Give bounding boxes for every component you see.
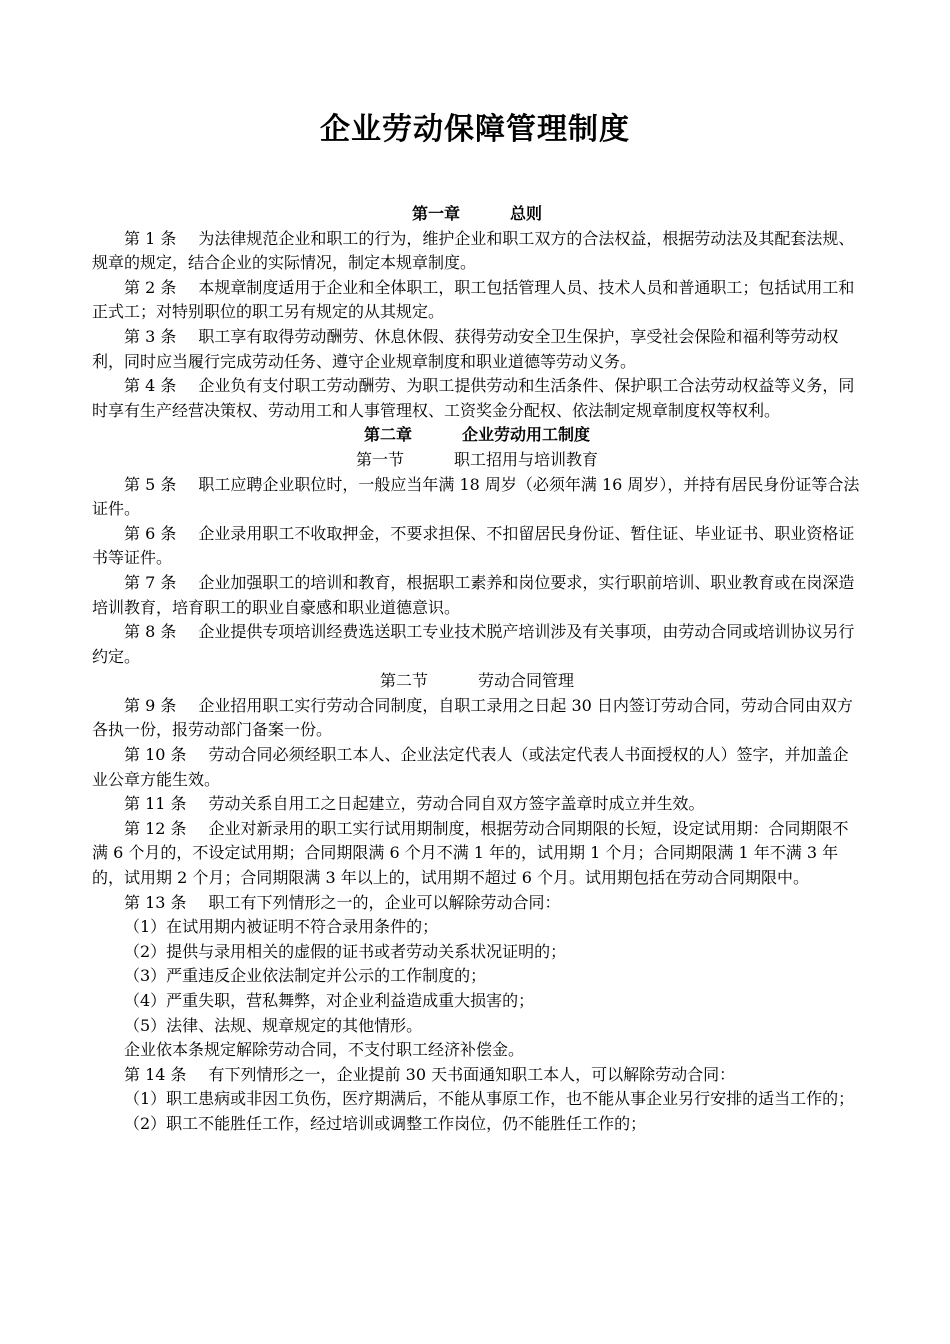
- document-title: 企业劳动保障管理制度: [320, 112, 630, 147]
- list-item: （2）提供与录用相关的虚假的证书或者劳动关系状况证明的；: [124, 941, 567, 961]
- article-1: 第 1 条 为法律规范企业和职工的行为，维护企业和职工双方的合法权益，根据劳动法及其配套法规、规章的规定，结合企业的实际情况，制定本规章制度。: [92, 228, 855, 273]
- section-heading: 第二节 劳动合同管理: [379, 671, 575, 691]
- article-7: 第 7 条 企业加强职工的培训和教育，根据职工素养和岗位要求，实行职前培训、职业教育或在岗深造培训教育，培育职工的职业自豪感和职业道德意识。: [92, 572, 855, 617]
- article-9: 第 9 条 企业招用职工实行劳动合同制度，自职工录用之日起 30 日内签订劳动合同，劳动合同由双方各执一份，报劳动部门备案一份。: [92, 695, 853, 740]
- list-item: （2）职工不能胜任工作，经过培训或调整工作岗位，仍不能胜任工作的；: [124, 1113, 647, 1133]
- list-item: （4）严重失职，营私舞弊，对企业利益造成重大损害的；: [124, 991, 535, 1010]
- list-item: （5）法律、法规、规章规定的其他情形。: [124, 1015, 423, 1035]
- article-11: 第 11 条 劳动关系自用工之日起建立，劳动合同自双方签字盖章时成立并生效。: [124, 794, 705, 814]
- document-body: [92, 202, 862, 1137]
- article-13: 第 13 条 职工有下列情形之一的，企业可以解除劳动合同：: [124, 892, 561, 912]
- article-13-note: 企业依本条规定解除劳动合同，不支付职工经济补偿金。: [124, 1040, 525, 1060]
- chapter-heading: 第二章 企业劳动用工制度: [363, 425, 591, 445]
- article-4: 第 4 条 企业负有支付职工劳动酬劳、为职工提供劳动和生活条件、保护职工合法劳动权益等义务，同时享有生产经营决策权、劳动用工和人事管理权、工资奖金分配权、依法制定规章制度权等权利。: [92, 376, 855, 420]
- article-2: 第 2 条 本规章制度适用于企业和全体职工，职工包括管理人员、技术人员和普通职工；包括试用工和正式工；对特别职位的职工另有规定的从其规定。: [92, 277, 855, 322]
- article-14: 第 14 条 有下列情形之一，企业提前 30 天书面通知职工本人，可以解除劳动合同：: [124, 1064, 736, 1084]
- article-3: 第 3 条 职工享有取得劳动酬劳、休息休假、获得劳动安全卫生保护，享受社会保险和福利等劳动权利，同时应当履行完成劳动任务、遵守企业规章制度和职业道德等劳动义务。: [92, 326, 839, 371]
- section-heading: 第一节 职工招用与培训教育: [355, 449, 599, 469]
- article-5: 第 5 条 职工应聘企业职位时，一般应当年满 18 周岁（必须年满 16 周岁），并持有居民身份证等合法证件。: [92, 474, 860, 519]
- article-12: 第 12 条 企业对新录用的职工实行试用期制度，根据劳动合同期限的长短，设定试用期：合同期限不满 6 个月的，不设定试用期；合同期限满 6 个月不满 1 年的，试用期 1 个月；合同期限满 1 年不满 3 年的，试用期 2 个月；合同期限满 3 年以上的，试用期不超过 6 个月。试用期包括在劳动合同期限中。: [92, 818, 849, 888]
- list-item: （1）在试用期内被证明不符合录用条件的；: [124, 917, 439, 937]
- chapter-heading: 第一章 总则: [411, 204, 543, 223]
- list-item: （1）职工患病或非因工负伤，医疗期满后，不能从事原工作，也不能从事企业另行安排的适当工作的；: [124, 1089, 855, 1109]
- list-item: （3）严重违反企业依法制定并公示的工作制度的；: [124, 966, 487, 986]
- article-8: 第 8 条 企业提供专项培训经费选送职工专业技术脱产培训涉及有关事项，由劳动合同或培训协议另行约定。: [92, 622, 855, 666]
- article-6: 第 6 条 企业录用职工不收取押金，不要求担保、不扣留居民身份证、暂住证、毕业证书、职业资格证书等证件。: [92, 523, 855, 568]
- article-10: 第 10 条 劳动合同必须经职工本人、企业法定代表人（或法定代表人书面授权的人）签字，并加盖企业公章方能生效。: [92, 745, 849, 789]
